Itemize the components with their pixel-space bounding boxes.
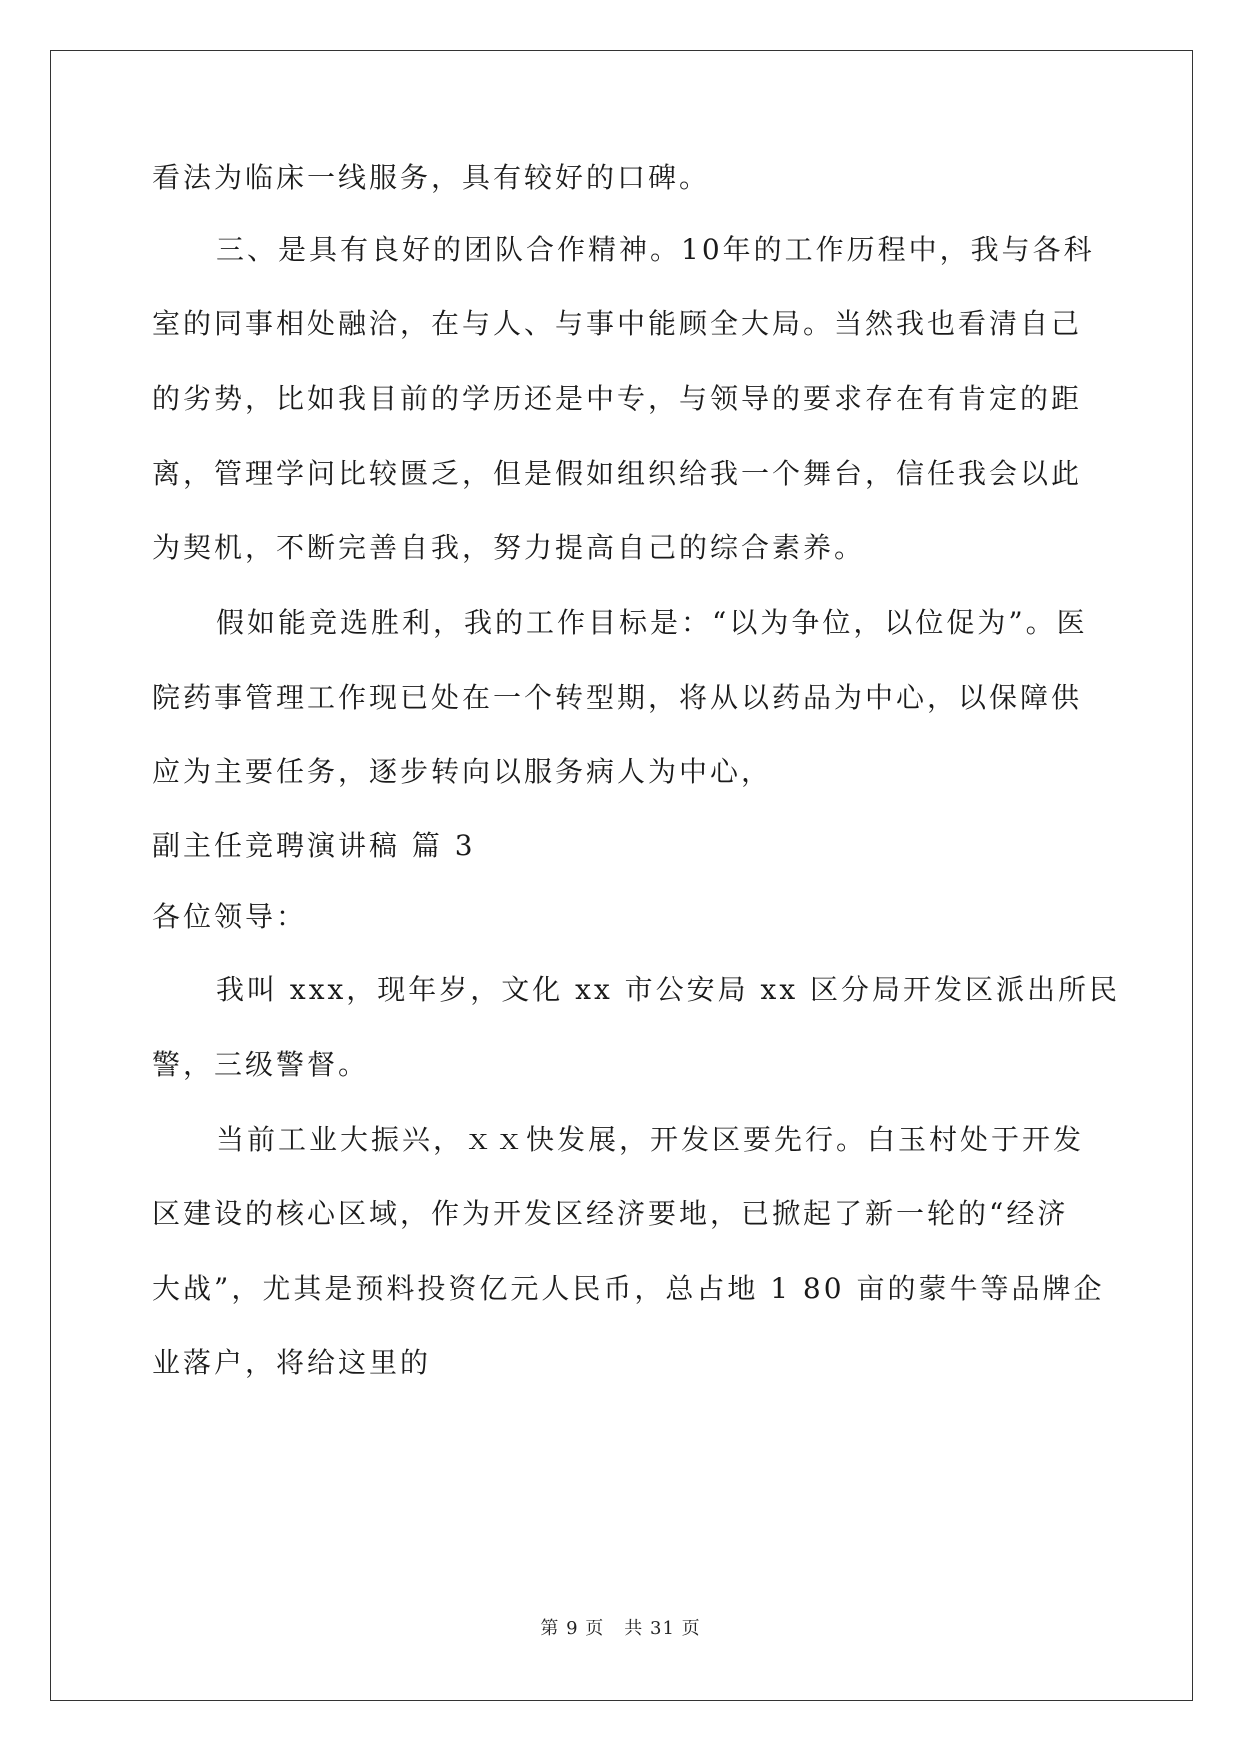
section-heading: 副主任竞聘演讲稿 篇 3 <box>152 829 476 862</box>
paragraph-start-line: 我叫 xxx，现年岁，文化 xx 市公安局 xx 区分局开发区派出所民 <box>216 973 1121 1006</box>
paragraph-start-line: 假如能竞选胜利，我的工作目标是：“以为争位，以位促为”。医 <box>216 606 1088 639</box>
page-footer <box>0 1614 1241 1640</box>
page-border <box>50 50 1193 1701</box>
text-line: 区建设的核心区域，作为开发区经济要地，已掀起了新一轮的“经济 <box>152 1197 1069 1230</box>
page-number-total: 共 31 页 <box>624 1618 701 1639</box>
text-line: 的劣势，比如我目前的学历还是中专，与领导的要求存在有肯定的距 <box>152 382 1083 415</box>
salutation: 各位领导： <box>152 900 308 933</box>
text-line: 离，管理学问比较匮乏，但是假如组织给我一个舞台，信任我会以此 <box>152 457 1083 490</box>
text-line: 院药事管理工作现已处在一个转型期，将从以药品为中心，以保障供 <box>152 681 1083 714</box>
text-line: 警，三级警督。 <box>152 1048 370 1081</box>
paragraph-start-line: 当前工业大振兴，ｘｘ快发展，开发区要先行。白玉村处于开发 <box>216 1123 1085 1156</box>
page-number-current: 第 9 页 <box>540 1618 605 1639</box>
text-line: 大战”，尤其是预料投资亿元人民币，总占地 1 80 亩的蒙牛等品牌企 <box>152 1272 1105 1305</box>
paragraph-start-line: 三、是具有良好的团队合作精神。10年的工作历程中，我与各科 <box>216 233 1095 266</box>
text-line: 看法为临床一线服务，具有较好的口碑。 <box>152 161 711 194</box>
text-line: 业落户，将给这里的 <box>152 1346 432 1379</box>
text-line: 应为主要任务，逐步转向以服务病人为中心， <box>152 755 773 788</box>
text-line: 室的同事相处融洽，在与人、与事中能顾全大局。当然我也看清自己 <box>152 307 1083 340</box>
text-line: 为契机，不断完善自我，努力提高自己的综合素养。 <box>152 531 866 564</box>
